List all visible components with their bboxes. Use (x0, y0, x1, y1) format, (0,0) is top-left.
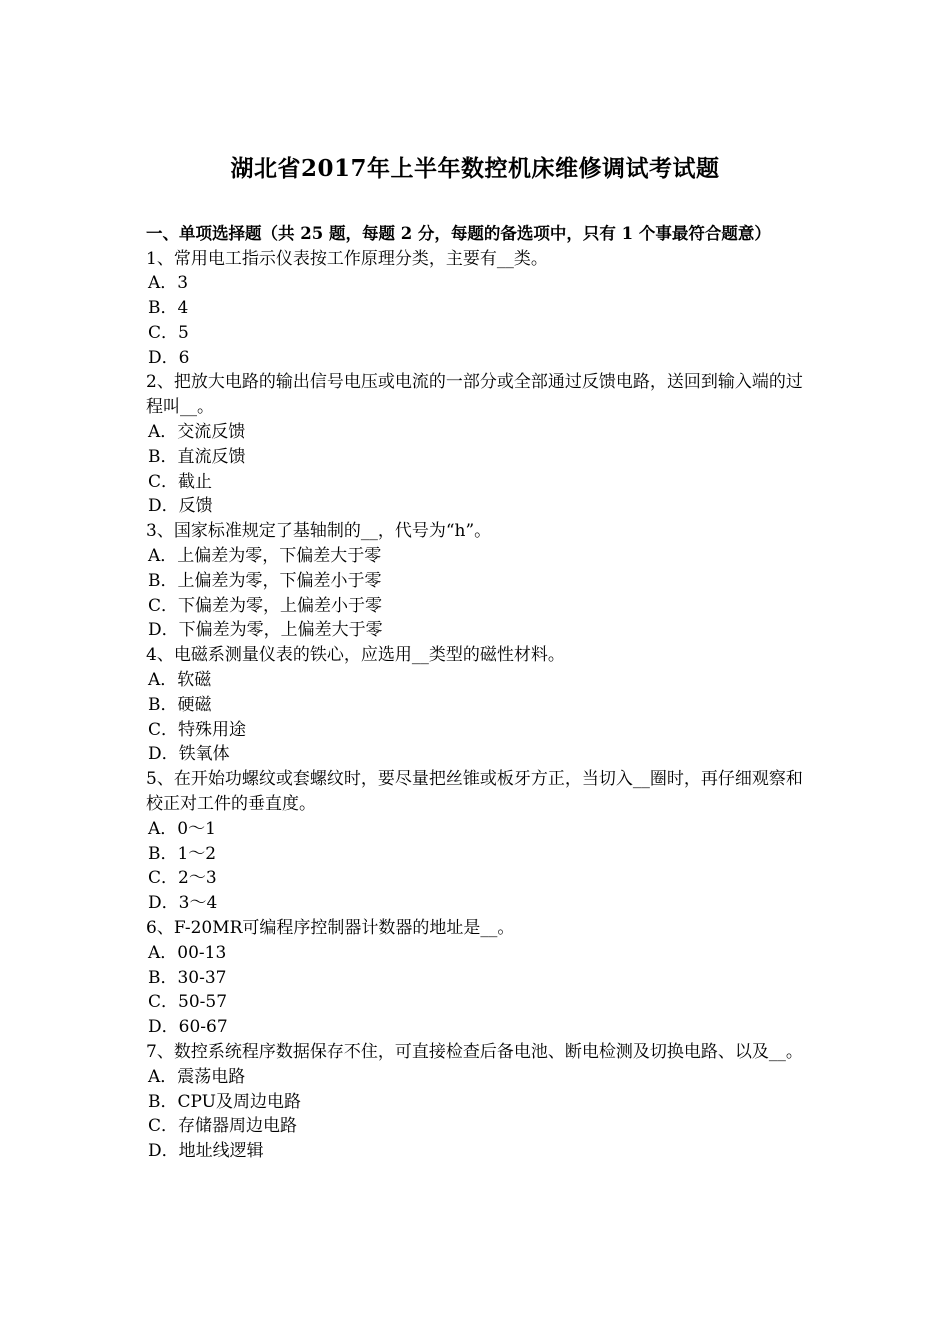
option-c: C．50-57 (148, 992, 228, 1013)
question-block (146, 247, 810, 371)
option-d: D．3～4 (148, 893, 218, 914)
option-d: D．反馈 (148, 496, 213, 517)
question-text: 1、常用电工指示仪表按工作原理分类，主要有__类。 (146, 248, 548, 269)
question-block (146, 916, 810, 1040)
question-text: 4、电磁系测量仪表的铁心，应选用__类型的磁性材料。 (146, 645, 565, 666)
option-b: B．1～2 (148, 843, 217, 864)
question-text: 3、国家标准规定了基轴制的__，代号为“h”。 (146, 521, 492, 542)
option-d: D．地址线逻辑 (148, 1141, 264, 1162)
option-a: A．00-13 (148, 942, 227, 963)
option-b: B．硬磁 (148, 694, 212, 715)
option-b: B．CPU及周边电路 (148, 1091, 301, 1112)
option-a: A．上偏差为零，下偏差大于零 (148, 546, 382, 567)
question-block (146, 1040, 810, 1164)
option-c: C．存储器周边电路 (148, 1116, 298, 1137)
question-block (146, 370, 810, 519)
option-a: A．震荡电路 (148, 1066, 246, 1087)
option-d: D．铁氧体 (148, 744, 230, 765)
option-c: C．下偏差为零，上偏差小于零 (148, 595, 383, 616)
option-d: D．下偏差为零，上偏差大于零 (148, 620, 383, 641)
question-block (146, 767, 810, 916)
page-title: 湖北省2017年上半年数控机床维修调试考试题 (230, 155, 720, 182)
question-text: 7、数控系统程序数据保存不住，可直接检查后备电池、断电检测及切换电路、以及__。 (146, 1042, 803, 1062)
option-a: A．软磁 (148, 670, 212, 691)
option-c: C．截止 (148, 471, 213, 492)
option-d: D．6 (148, 347, 190, 368)
question-text: 5、在开始功螺纹或套螺纹时，要尽量把丝锥或板牙方正，当切入__圈时，再仔细观察和校正对工件的垂直度。 (146, 769, 803, 815)
option-a: A．3 (148, 273, 189, 294)
option-c: C．5 (148, 322, 189, 343)
option-b: B．直流反馈 (148, 446, 246, 467)
option-b: B．上偏差为零，下偏差小于零 (148, 570, 382, 591)
option-a: A．0～1 (148, 818, 216, 839)
option-c: C．特殊用途 (148, 719, 247, 740)
option-d: D．60-67 (148, 1017, 228, 1038)
question-block (146, 643, 810, 767)
option-b: B．4 (148, 298, 189, 319)
question-text: 2、把放大电路的输出信号电压或电流的一部分或全部通过反馈电路，送回到输入端的过程叫__。 (146, 372, 803, 418)
option-c: C．2～3 (148, 868, 217, 889)
question-list (146, 222, 810, 1164)
question-text: 6、F-20MR可编程序控制器计数器的地址是__。 (146, 918, 515, 939)
option-a: A．交流反馈 (148, 422, 246, 443)
question-block (146, 519, 810, 643)
section-heading: 一、单项选择题（共 25 题，每题 2 分，每题的备选项中，只有 1 个事最符合题意） (146, 224, 771, 243)
option-b: B．30-37 (148, 967, 227, 988)
